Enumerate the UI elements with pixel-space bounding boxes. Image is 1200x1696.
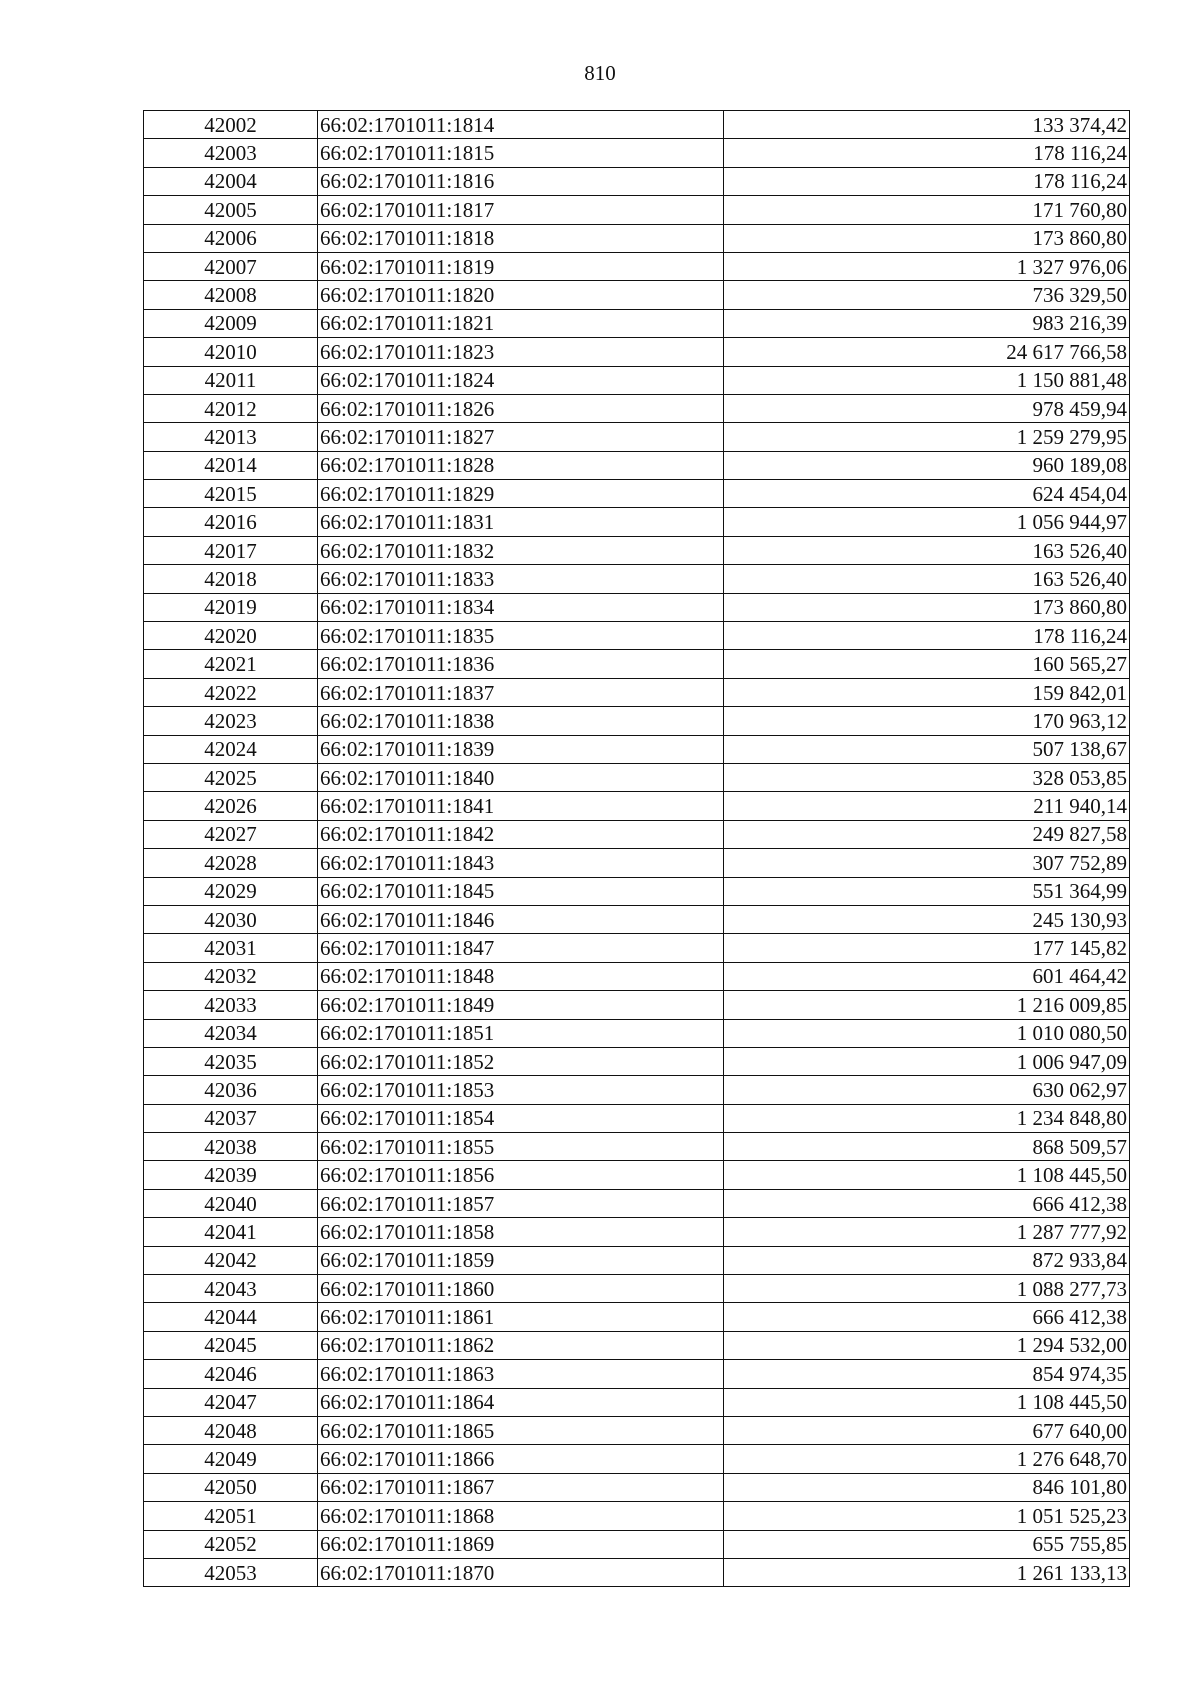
cadastral-number-cell: 66:02:1701011:1868: [318, 1502, 724, 1530]
cadastral-value-cell: 1 056 944,97: [724, 508, 1130, 536]
row-number-cell: 42042: [144, 1246, 318, 1274]
table-row: [144, 1388, 1130, 1416]
row-number-cell: 42031: [144, 934, 318, 962]
row-number-cell: 42011: [144, 366, 318, 394]
cadastral-value-cell: 171 760,80: [724, 196, 1130, 224]
cadastral-number-cell: 66:02:1701011:1824: [318, 366, 724, 394]
table-row: [144, 1047, 1130, 1075]
row-number-cell: 42007: [144, 252, 318, 280]
cadastral-value-cell: 507 138,67: [724, 735, 1130, 763]
row-number-cell: 42030: [144, 905, 318, 933]
cadastral-value-cell: 666 412,38: [724, 1189, 1130, 1217]
row-number-cell: 42020: [144, 622, 318, 650]
table-row: [144, 1416, 1130, 1444]
cadastral-number-cell: 66:02:1701011:1836: [318, 650, 724, 678]
cadastral-value-cell: 178 116,24: [724, 167, 1130, 195]
cadastral-number-cell: 66:02:1701011:1839: [318, 735, 724, 763]
cadastral-value-cell: 1 287 777,92: [724, 1218, 1130, 1246]
cadastral-value-cell: 1 259 279,95: [724, 423, 1130, 451]
row-number-cell: 42052: [144, 1530, 318, 1558]
row-number-cell: 42049: [144, 1445, 318, 1473]
cadastral-value-cell: 163 526,40: [724, 565, 1130, 593]
table-row: [144, 1558, 1130, 1586]
table-row: [144, 536, 1130, 564]
cadastral-value-cell: 178 116,24: [724, 622, 1130, 650]
row-number-cell: 42010: [144, 338, 318, 366]
row-number-cell: 42045: [144, 1331, 318, 1359]
cadastral-number-cell: 66:02:1701011:1842: [318, 820, 724, 848]
table-row: [144, 1473, 1130, 1501]
row-number-cell: 42005: [144, 196, 318, 224]
cadastral-number-cell: 66:02:1701011:1826: [318, 394, 724, 422]
cadastral-value-cell: 307 752,89: [724, 849, 1130, 877]
cadastral-number-cell: 66:02:1701011:1816: [318, 167, 724, 195]
cadastral-value-cell: 868 509,57: [724, 1133, 1130, 1161]
cadastral-number-cell: 66:02:1701011:1834: [318, 593, 724, 621]
cadastral-number-cell: 66:02:1701011:1854: [318, 1104, 724, 1132]
table-row: [144, 281, 1130, 309]
row-number-cell: 42038: [144, 1133, 318, 1161]
cadastral-value-cell: 551 364,99: [724, 877, 1130, 905]
table-row: [144, 820, 1130, 848]
table-row: [144, 962, 1130, 990]
cadastral-number-cell: 66:02:1701011:1849: [318, 991, 724, 1019]
cadastral-number-cell: 66:02:1701011:1841: [318, 792, 724, 820]
table-row: [144, 763, 1130, 791]
table-row: [144, 338, 1130, 366]
row-number-cell: 42024: [144, 735, 318, 763]
cadastral-value-cell: 1 108 445,50: [724, 1161, 1130, 1189]
cadastral-number-cell: 66:02:1701011:1864: [318, 1388, 724, 1416]
cadastral-number-cell: 66:02:1701011:1835: [318, 622, 724, 650]
cadastral-number-cell: 66:02:1701011:1817: [318, 196, 724, 224]
row-number-cell: 42025: [144, 763, 318, 791]
row-number-cell: 42016: [144, 508, 318, 536]
table-row: [144, 139, 1130, 167]
row-number-cell: 42006: [144, 224, 318, 252]
table-row: [144, 423, 1130, 451]
row-number-cell: 42009: [144, 309, 318, 337]
row-number-cell: 42014: [144, 451, 318, 479]
cadastral-number-cell: 66:02:1701011:1865: [318, 1416, 724, 1444]
table-row: [144, 849, 1130, 877]
table-row: [144, 366, 1130, 394]
cadastral-value-cell: 1 216 009,85: [724, 991, 1130, 1019]
row-number-cell: 42015: [144, 480, 318, 508]
cadastral-number-cell: 66:02:1701011:1821: [318, 309, 724, 337]
cadastral-number-cell: 66:02:1701011:1818: [318, 224, 724, 252]
table-row: [144, 224, 1130, 252]
cadastral-value-cell: 170 963,12: [724, 707, 1130, 735]
row-number-cell: 42019: [144, 593, 318, 621]
cadastral-number-cell: 66:02:1701011:1820: [318, 281, 724, 309]
row-number-cell: 42023: [144, 707, 318, 735]
row-number-cell: 42053: [144, 1558, 318, 1586]
cadastral-value-cell: 846 101,80: [724, 1473, 1130, 1501]
cadastral-value-cell: 24 617 766,58: [724, 338, 1130, 366]
cadastral-number-cell: 66:02:1701011:1848: [318, 962, 724, 990]
cadastral-value-cell: 177 145,82: [724, 934, 1130, 962]
table-row: [144, 622, 1130, 650]
cadastral-number-cell: 66:02:1701011:1845: [318, 877, 724, 905]
table-row: [144, 1331, 1130, 1359]
row-number-cell: 42035: [144, 1047, 318, 1075]
cadastral-value-cell: 211 940,14: [724, 792, 1130, 820]
cadastral-value-cell: 677 640,00: [724, 1416, 1130, 1444]
row-number-cell: 42039: [144, 1161, 318, 1189]
cadastral-value-cell: 1 261 133,13: [724, 1558, 1130, 1586]
cadastral-number-cell: 66:02:1701011:1858: [318, 1218, 724, 1246]
table-row: [144, 905, 1130, 933]
row-number-cell: 42008: [144, 281, 318, 309]
table-row: [144, 707, 1130, 735]
cadastral-number-cell: 66:02:1701011:1863: [318, 1360, 724, 1388]
table-row: [144, 1133, 1130, 1161]
cadastral-number-cell: 66:02:1701011:1837: [318, 678, 724, 706]
cadastral-number-cell: 66:02:1701011:1851: [318, 1019, 724, 1047]
cadastral-value-cell: 1 276 648,70: [724, 1445, 1130, 1473]
row-number-cell: 42040: [144, 1189, 318, 1217]
row-number-cell: 42051: [144, 1502, 318, 1530]
table-row: [144, 1246, 1130, 1274]
cadastral-value-cell: 601 464,42: [724, 962, 1130, 990]
cadastral-value-cell: 173 860,80: [724, 593, 1130, 621]
table-row: [144, 1303, 1130, 1331]
cadastral-number-cell: 66:02:1701011:1855: [318, 1133, 724, 1161]
cadastral-number-cell: 66:02:1701011:1823: [318, 338, 724, 366]
cadastral-value-cell: 1 234 848,80: [724, 1104, 1130, 1132]
cadastral-number-cell: 66:02:1701011:1856: [318, 1161, 724, 1189]
cadastral-number-cell: 66:02:1701011:1831: [318, 508, 724, 536]
cadastral-value-cell: 163 526,40: [724, 536, 1130, 564]
cadastral-value-cell: 630 062,97: [724, 1076, 1130, 1104]
cadastral-number-cell: 66:02:1701011:1870: [318, 1558, 724, 1586]
table-row: [144, 1360, 1130, 1388]
cadastral-number-cell: 66:02:1701011:1827: [318, 423, 724, 451]
cadastral-value-cell: 160 565,27: [724, 650, 1130, 678]
cadastral-value-cell: 960 189,08: [724, 451, 1130, 479]
table-row: [144, 309, 1130, 337]
row-number-cell: 42021: [144, 650, 318, 678]
row-number-cell: 42033: [144, 991, 318, 1019]
cadastral-number-cell: 66:02:1701011:1861: [318, 1303, 724, 1331]
cadastral-value-cell: 1 006 947,09: [724, 1047, 1130, 1075]
cadastral-value-cell: 245 130,93: [724, 905, 1130, 933]
cadastral-value-cell: 1 327 976,06: [724, 252, 1130, 280]
row-number-cell: 42047: [144, 1388, 318, 1416]
row-number-cell: 42029: [144, 877, 318, 905]
row-number-cell: 42027: [144, 820, 318, 848]
row-number-cell: 42050: [144, 1473, 318, 1501]
cadastral-number-cell: 66:02:1701011:1819: [318, 252, 724, 280]
cadastral-number-cell: 66:02:1701011:1815: [318, 139, 724, 167]
table-row: [144, 480, 1130, 508]
cadastral-number-cell: 66:02:1701011:1833: [318, 565, 724, 593]
row-number-cell: 42012: [144, 394, 318, 422]
cadastral-number-cell: 66:02:1701011:1859: [318, 1246, 724, 1274]
row-number-cell: 42032: [144, 962, 318, 990]
table-row: [144, 196, 1130, 224]
cadastral-number-cell: 66:02:1701011:1857: [318, 1189, 724, 1217]
cadastral-number-cell: 66:02:1701011:1832: [318, 536, 724, 564]
cadastral-number-cell: 66:02:1701011:1829: [318, 480, 724, 508]
row-number-cell: 42046: [144, 1360, 318, 1388]
table-row: [144, 678, 1130, 706]
row-number-cell: 42034: [144, 1019, 318, 1047]
row-number-cell: 42004: [144, 167, 318, 195]
cadastral-value-cell: 624 454,04: [724, 480, 1130, 508]
table-row: [144, 167, 1130, 195]
row-number-cell: 42028: [144, 849, 318, 877]
row-number-cell: 42044: [144, 1303, 318, 1331]
cadastral-value-cell: 1 051 525,23: [724, 1502, 1130, 1530]
table-row: [144, 394, 1130, 422]
table-row: [144, 877, 1130, 905]
page-number: 810: [584, 61, 616, 85]
table-row: [144, 508, 1130, 536]
cadastral-value-cell: 666 412,38: [724, 1303, 1130, 1331]
cadastral-value-cell: 1 088 277,73: [724, 1275, 1130, 1303]
cadastral-value-cell: 133 374,42: [724, 111, 1130, 139]
cadastral-value-cell: 159 842,01: [724, 678, 1130, 706]
table-row: [144, 1275, 1130, 1303]
cadastral-value-cell: 1 010 080,50: [724, 1019, 1130, 1047]
cadastral-number-cell: 66:02:1701011:1846: [318, 905, 724, 933]
cadastral-value-cell: 178 116,24: [724, 139, 1130, 167]
row-number-cell: 42017: [144, 536, 318, 564]
table-row: [144, 934, 1130, 962]
cadastral-value-cell: 1 294 532,00: [724, 1331, 1130, 1359]
cadastral-number-cell: 66:02:1701011:1828: [318, 451, 724, 479]
table-row: [144, 565, 1130, 593]
table-row: [144, 1445, 1130, 1473]
cadastral-value-cell: 173 860,80: [724, 224, 1130, 252]
row-number-cell: 42013: [144, 423, 318, 451]
row-number-cell: 42048: [144, 1416, 318, 1444]
cadastral-number-cell: 66:02:1701011:1860: [318, 1275, 724, 1303]
cadastral-number-cell: 66:02:1701011:1853: [318, 1076, 724, 1104]
table-row: [144, 451, 1130, 479]
row-number-cell: 42003: [144, 139, 318, 167]
cadastral-number-cell: 66:02:1701011:1847: [318, 934, 724, 962]
table-row: [144, 1019, 1130, 1047]
row-number-cell: 42036: [144, 1076, 318, 1104]
table-row: [144, 1218, 1130, 1246]
cadastral-value-cell: 249 827,58: [724, 820, 1130, 848]
cadastral-number-cell: 66:02:1701011:1866: [318, 1445, 724, 1473]
row-number-cell: 42043: [144, 1275, 318, 1303]
cadastral-number-cell: 66:02:1701011:1838: [318, 707, 724, 735]
table-row: [144, 991, 1130, 1019]
table-row: [144, 792, 1130, 820]
table-row: [144, 1161, 1130, 1189]
table-row: [144, 252, 1130, 280]
cadastral-value-cell: 1 150 881,48: [724, 366, 1130, 394]
cadastral-number-cell: 66:02:1701011:1843: [318, 849, 724, 877]
table-row: [144, 650, 1130, 678]
table-row: [144, 1076, 1130, 1104]
row-number-cell: 42041: [144, 1218, 318, 1246]
table-row: [144, 1530, 1130, 1558]
cadastral-number-cell: 66:02:1701011:1869: [318, 1530, 724, 1558]
cadastral-value-cell: 983 216,39: [724, 309, 1130, 337]
cadastral-value-cell: 655 755,85: [724, 1530, 1130, 1558]
table-row: [144, 593, 1130, 621]
table-body: [144, 111, 1130, 1587]
table-row: [144, 1104, 1130, 1132]
cadastral-value-cell: 978 459,94: [724, 394, 1130, 422]
cadastral-value-cell: 1 108 445,50: [724, 1388, 1130, 1416]
row-number-cell: 42022: [144, 678, 318, 706]
cadastral-number-cell: 66:02:1701011:1867: [318, 1473, 724, 1501]
row-number-cell: 42026: [144, 792, 318, 820]
cadastral-number-cell: 66:02:1701011:1840: [318, 763, 724, 791]
row-number-cell: 42002: [144, 111, 318, 139]
table-row: [144, 1189, 1130, 1217]
table-row: [144, 1502, 1130, 1530]
cadastral-value-table: [143, 110, 1130, 1587]
cadastral-value-cell: 872 933,84: [724, 1246, 1130, 1274]
cadastral-value-cell: 854 974,35: [724, 1360, 1130, 1388]
row-number-cell: 42018: [144, 565, 318, 593]
row-number-cell: 42037: [144, 1104, 318, 1132]
cadastral-number-cell: 66:02:1701011:1852: [318, 1047, 724, 1075]
cadastral-value-cell: 736 329,50: [724, 281, 1130, 309]
cadastral-value-cell: 328 053,85: [724, 763, 1130, 791]
cadastral-number-cell: 66:02:1701011:1814: [318, 111, 724, 139]
cadastral-number-cell: 66:02:1701011:1862: [318, 1331, 724, 1359]
table-row: [144, 735, 1130, 763]
table-row: [144, 111, 1130, 139]
